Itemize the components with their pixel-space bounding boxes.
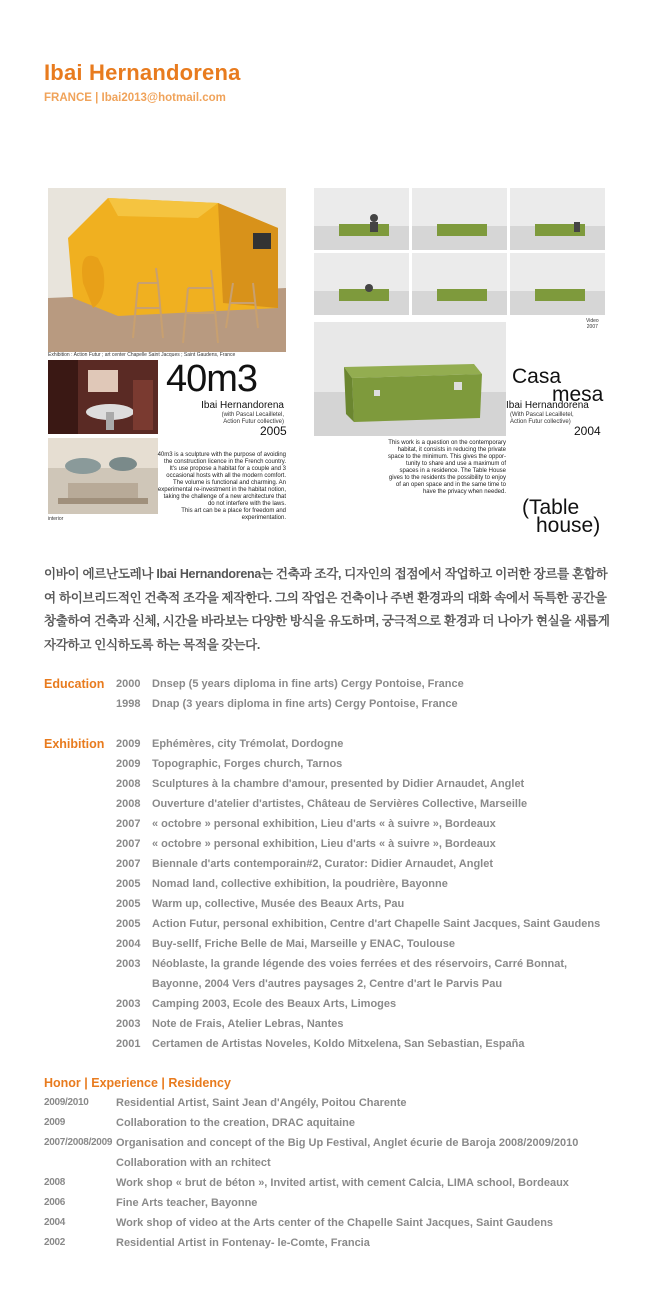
item-year: 2003 [116,958,141,970]
item-text: Collaboration with an rchitect [116,1157,271,1169]
item-text: Collaboration to the creation, DRAC aquitaine [116,1117,355,1129]
item-text: Note de Frais, Atelier Lebras, Nantes [152,1018,344,1030]
intro-paragraph: 이바이 에르난도레나 Ibai Hernandorena는 건축과 조각, 디자인의 접점에서 작업하고 이러한 장르를 혼합하여 하이브리드적인 건축적 조각을 제작한다. 그의 작업은 건축이나 주변 환경과의 대화 속에서 독특한 공간을 창출하여 건축과 신체, 시간을 바라보는 다양한 방식을 유도하며, 궁극적으로 환경과 더 나아가 현실을 새롭게 자각하고 인식하도록 하는 목적을 갖는다. [44,567,610,652]
item-text: Camping 2003, Ecole des Beaux Arts, Limoges [152,998,397,1010]
artwork-panel [46,186,612,538]
item-year: 2005 [116,918,141,930]
artist-name: Ibai Hernandorena [44,60,241,85]
work2-title-line2: mesa [552,383,604,406]
interior-label: interior [48,516,64,522]
sculpture-photo [48,188,286,352]
work1-title: 40m3 [166,358,258,400]
item-text: Action Futur, personal exhibition, Centre d'art Chapelle Saint Jacques, Saint Gaudens [152,918,601,930]
item-text: Ephémères, city Trémolat, Dordogne [152,738,344,750]
item-year: 2000 [116,678,141,690]
item-text: Warm up, collective, Musée des Beaux Arts, Pau [152,898,405,910]
item-text: Residential Artist in Fontenay- le-Comte, Francia [116,1237,370,1249]
item-year: 2005 [116,878,141,890]
item-year: 2009 [116,758,141,770]
item-year: 2003 [116,998,141,1010]
work1-collab: (with Pascal Lecailletel, Action Futur collective) [221,412,284,425]
item-year: 2007 [116,838,141,850]
table-house-line1: (Table [522,496,580,519]
item-year: 2005 [116,898,141,910]
item-year: 2007/2008/2009 [44,1137,113,1148]
table-house-photo [314,322,506,436]
table-house-line2: house) [536,514,601,537]
item-text: Certamen de Artistas Noveles, Koldo Mitxelena, San Sebastian, España [152,1038,525,1050]
item-text: Ouverture d'atelier d'artistes, Château de Servières Collective, Marseille [152,798,528,810]
item-year: 2008 [116,778,141,790]
work1-year: 2005 [260,424,287,438]
item-text: Nomad land, collective exhibition, la poudrière, Bayonne [152,878,448,890]
item-text: Dnap (3 years diploma in fine arts) Cergy Pontoise, France [152,698,458,710]
video-label: Video 2007 [586,318,599,330]
work2-collab: (With Pascal Lecailletel, Action Futur collective) [510,412,574,425]
item-text: Work shop of video at the Arts center of the Chapelle Saint Jacques, Saint Gaudens [116,1217,554,1229]
interior-photo-1 [48,360,158,434]
item-text: Biennale d'arts contemporain#2, Curator: Didier Arnaudet, Anglet [152,858,494,870]
item-text: Organisation and concept of the Big Up Festival, Anglet écurie de Baroja 2008/2009/2010 [116,1137,579,1149]
item-year: 2002 [44,1237,66,1248]
item-year: 2009 [44,1117,66,1128]
item-text: Buy-sellf, Friche Belle de Mai, Marseille y ENAC, Toulouse [152,938,455,950]
education-label: Education [44,677,105,691]
item-text: « octobre » personal exhibition, Lieu d'arts « à suivre », Bordeaux [152,838,496,850]
work1-description: 40m3 is a sculpture with the purpose of avoiding the construction licence in the French country. It's use propose a habitat for a couple and 3 occasional hosts with all the modern comfort. The volume is functional and charming. An experimental re-investment in the habitat notion, taking the challenge of a new architecture that do not interfere with the laws. This art can be a place for freedom and experimentation. [157,452,286,521]
item-text: Work shop « brut de béton », Invited artist, with cement Calcia, LIMA school, Bordeaux [116,1177,569,1189]
item-year: 2009/2010 [44,1097,89,1108]
exhibition-label: Exhibition [44,737,105,751]
item-year: 2006 [44,1197,66,1208]
work2-artist: Ibai Hernandorena [506,400,589,411]
item-text: Sculptures à la chambre d'amour, presented by Didier Arnaudet, Anglet [152,778,525,790]
item-text: Bayonne, 2004 Vers d'autres paysages 2, Centre d'art le Parvis Pau [152,978,503,990]
item-text: Néoblaste, la grande légende des voies ferrées et des réservoirs, Carré Bonnat, [152,958,568,970]
item-year: 2004 [44,1217,66,1228]
item-text: Topographic, Forges church, Tarnos [152,758,343,770]
interior-photo-2 [48,438,158,514]
work1-artist: Ibai Hernandorena [201,400,284,411]
work2-title-line1: Casa [512,365,562,388]
honor-label: Honor | Experience | Residency [44,1076,231,1090]
item-text: « octobre » personal exhibition, Lieu d'arts « à suivre », Bordeaux [152,818,496,830]
item-text: Residential Artist, Saint Jean d'Angély, Poitou Charente [116,1097,407,1109]
item-year: 2007 [116,818,141,830]
item-year: 2001 [116,1038,141,1050]
item-year: 2004 [116,938,141,950]
item-year: 2003 [116,1018,141,1030]
contact-line: FRANCE | Ibai2013@hotmail.com [44,92,226,104]
item-text: Fine Arts teacher, Bayonne [116,1197,258,1209]
item-year: 2008 [116,798,141,810]
item-year: 1998 [116,698,141,710]
item-year: 2009 [116,738,141,750]
item-year: 2008 [44,1177,66,1188]
item-year: 2007 [116,858,141,870]
video-stills-grid [314,188,606,316]
work2-year: 2004 [574,424,601,438]
item-text: Dnsep (5 years diploma in fine arts) Cergy Pontoise, France [152,678,464,690]
exhibition-caption: Exhibition : Action Futur ; art center Chapelle Saint Jacques ; Saint Gaudens, France [48,352,236,358]
work2-description: This work is a question on the contemporary habitat, it consists in reducing the private space to the minimum. This gives the oppor- tunity to share and use a maximum of spaces in a residence. The Table House gives to the residents the possibility to enjoy of an open space and in the same time to have the privacy when needed. [388,440,506,495]
